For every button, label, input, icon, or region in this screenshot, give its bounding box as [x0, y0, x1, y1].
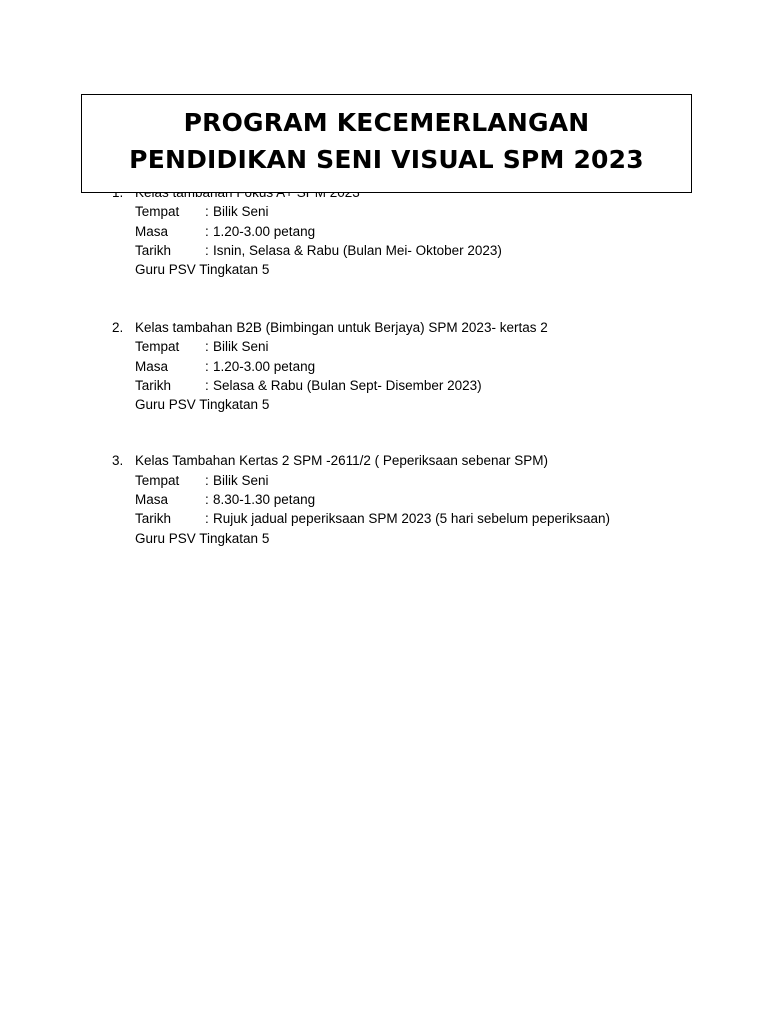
colon: :	[205, 377, 209, 393]
colon: :	[205, 223, 209, 239]
tempat-row	[112, 202, 672, 221]
title-line-1: PROGRAM KECEMERLANGAN	[183, 108, 590, 137]
list-item-3	[112, 451, 672, 547]
item-number: 2.	[112, 320, 124, 335]
tarikh-value: Selasa & Rabu (Bulan Sept- Disember 2023)	[213, 377, 482, 393]
item-heading-text: Kelas Tambahan Kertas 2 SPM -2611/2 ( Peperiksaan sebenar SPM)	[135, 453, 548, 469]
title-box	[81, 94, 692, 193]
title-line-2: PENDIDIKAN SENI VISUAL SPM 2023	[129, 145, 644, 174]
masa-row	[112, 222, 672, 241]
masa-value: 1.20-3.00 petang	[213, 358, 316, 374]
masa-label: Masa	[135, 358, 169, 374]
colon: :	[205, 492, 209, 508]
tempat-row	[112, 337, 672, 356]
masa-value: 1.20-3.00 petang	[213, 223, 316, 239]
tempat-value: Bilik Seni	[213, 472, 269, 488]
masa-row	[112, 490, 672, 509]
colon: :	[205, 472, 209, 488]
tarikh-row	[112, 509, 672, 528]
tarikh-label: Tarikh	[135, 377, 172, 393]
tempat-label: Tempat	[135, 472, 180, 488]
program-list	[112, 318, 672, 585]
masa-label: Masa	[135, 223, 169, 239]
colon: :	[205, 339, 209, 355]
colon: :	[205, 358, 209, 374]
tempat-row	[112, 471, 672, 490]
item-number: 3.	[112, 453, 124, 469]
masa-label: Masa	[135, 492, 169, 508]
teacher-line: Guru PSV Tingkatan 5	[135, 397, 270, 413]
item-heading	[112, 318, 672, 337]
colon: :	[205, 204, 209, 220]
list-item-2	[112, 318, 672, 414]
masa-value: 8.30-1.30 petang	[213, 492, 316, 508]
tarikh-row	[112, 376, 672, 395]
masa-row	[112, 357, 672, 376]
teacher-line: Guru PSV Tingkatan 5	[135, 530, 270, 546]
colon: :	[205, 511, 209, 527]
tarikh-value: Isnin, Selasa & Rabu (Bulan Mei- Oktober 2023)	[213, 242, 502, 258]
teacher-line: Guru PSV Tingkatan 5	[135, 262, 270, 278]
list-item-1	[112, 183, 672, 279]
tarikh-label: Tarikh	[135, 511, 172, 527]
tarikh-label: Tarikh	[135, 242, 172, 258]
colon: :	[205, 242, 209, 258]
tempat-label: Tempat	[135, 204, 180, 220]
tempat-label: Tempat	[135, 339, 180, 355]
tempat-value: Bilik Seni	[213, 339, 269, 355]
item-heading-text: Kelas tambahan B2B (Bimbingan untuk Berjaya) SPM 2023- kertas 2	[135, 320, 548, 335]
tarikh-value: Rujuk jadual peperiksaan SPM 2023 (5 hari sebelum peperiksaan)	[213, 511, 610, 527]
tarikh-row	[112, 241, 672, 260]
tempat-value: Bilik Seni	[213, 204, 269, 220]
item-heading	[112, 451, 672, 470]
